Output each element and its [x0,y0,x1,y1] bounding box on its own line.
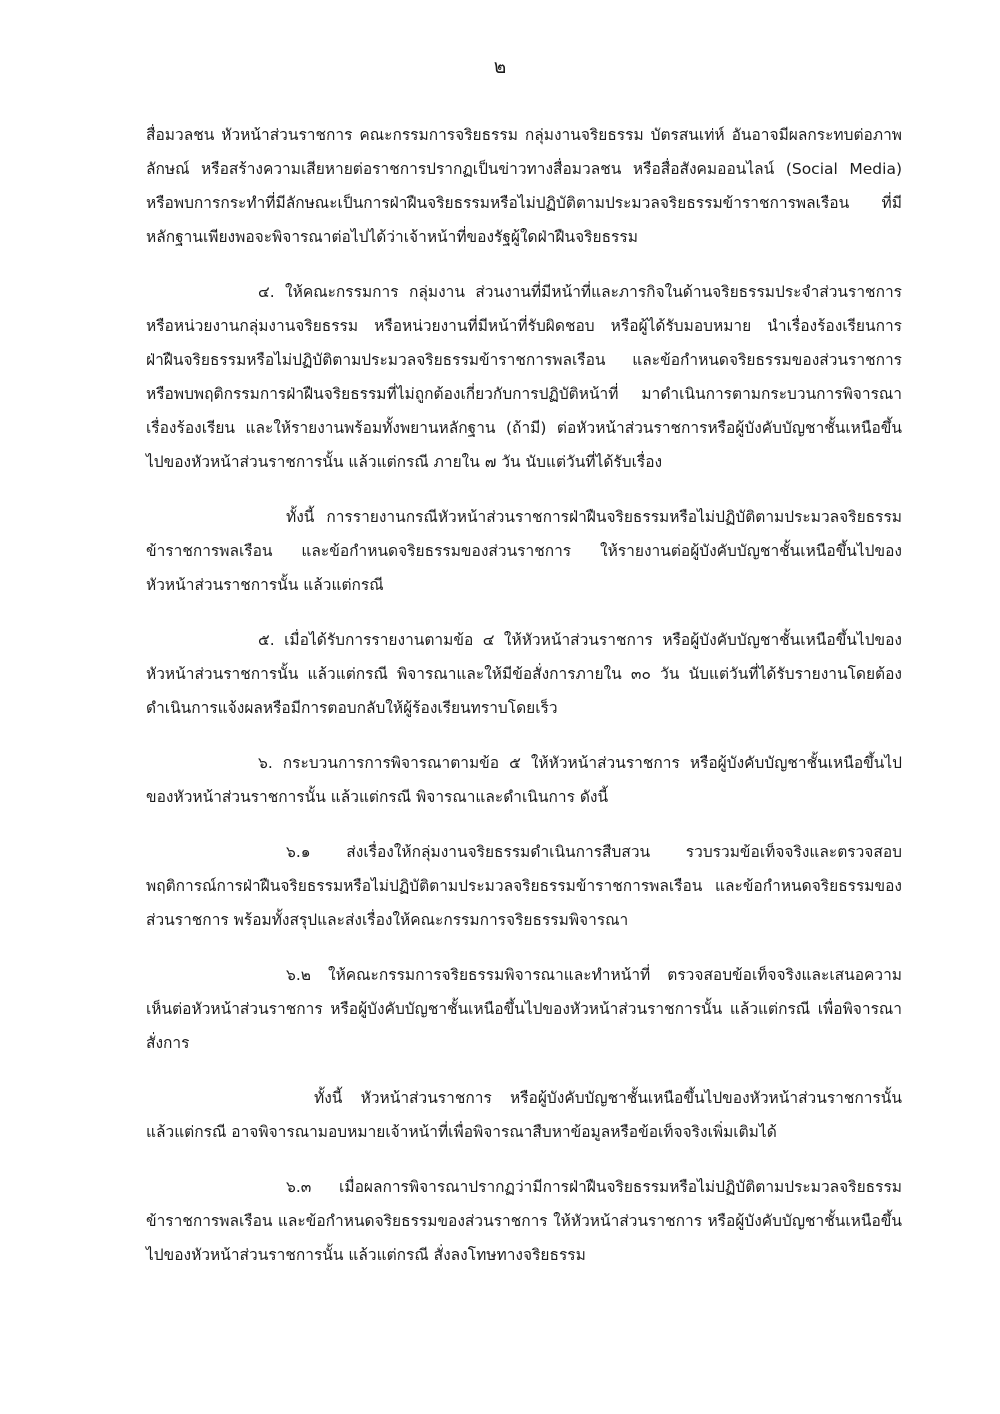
document-body [146,118,902,1293]
paragraph-clause-6-2-note: ทั้งนี้ หัวหน้าส่วนราชการ หรือผู้บังคับบัญชาชั้นเหนือขึ้นไปของหัวหน้าส่วนราชการนั้น แล้วแต่กรณี อาจพิจารณามอบหมายเจ้าหน้าที่เพื่อพิจารณาสืบหาข้อมูลหรือข้อเท็จจริงเพิ่มเติมได้ [146,1089,902,1141]
paragraph-clause-6: ๖. กระบวนการการพิจารณาตามข้อ ๕ ให้หัวหน้าส่วนราชการ หรือผู้บังคับบัญชาชั้นเหนือขึ้นไปของหัวหน้าส่วนราชการนั้น แล้วแต่กรณี พิจารณาและดำเนินการ ดังนี้ [146,754,902,806]
paragraph-clause-6-3: ๖.๓ เมื่อผลการพิจารณาปรากฏว่ามีการฝ่าฝืนจริยธรรมหรือไม่ปฏิบัติตามประมวลจริยธรรมข้าราชการพลเรือน และข้อกำหนดจริยธรรมของส่วนราชการ ให้หัวหน้าส่วนราชการ หรือผู้บังคับบัญชาชั้นเหนือขึ้นไปของหัวหน้าส่วนราชการนั้น แล้วแต่กรณี สั่งลงโทษทางจริยธรรม [146,1178,902,1264]
paragraph-clause-5: ๕. เมื่อได้รับการรายงานตามข้อ ๔ ให้หัวหน้าส่วนราชการ หรือผู้บังคับบัญชาชั้นเหนือขึ้นไปของหัวหน้าส่วนราชการนั้น แล้วแต่กรณี พิจารณาและให้มีข้อสั่งการภายใน ๓๐ วัน นับแต่วันที่ได้รับรายงานโดยต้องดำเนินการแจ้งผลหรือมีการตอบกลับให้ผู้ร้องเรียนทราบโดยเร็ว [146,631,902,717]
page-number: ๒ [493,56,507,78]
paragraph-clause-6-1: ๖.๑ ส่งเรื่องให้กลุ่มงานจริยธรรมดำเนินการสืบสวน รวบรวมข้อเท็จจริงและตรวจสอบพฤติการณ์การฝ่าฝืนจริยธรรมหรือไม่ปฏิบัติตามประมวลจริยธรรมข้าราชการพลเรือน และข้อกำหนดจริยธรรมของส่วนราชการ พร้อมทั้งสรุปและส่งเรื่องให้คณะกรรมการจริยธรรมพิจารณา [146,843,902,929]
paragraph-continued-intro: สื่อมวลชน หัวหน้าส่วนราชการ คณะกรรมการจริยธรรม กลุ่มงานจริยธรรม บัตรสนเท่ห์ อันอาจมีผลกระทบต่อภาพลักษณ์ หรือสร้างความเสียหายต่อราชการปรากฏเป็นข่าวทางสื่อมวลชน หรือสื่อสังคมออนไลน์ (Social Media) หรือพบการกระทำที่มีลักษณะเป็นการฝ่าฝืนจริยธรรมหรือไม่ปฏิบัติตามประมวลจริยธรรมข้าราชการพลเรือน ที่มีหลักฐานเพียงพอจะพิจารณาต่อไปได้ว่าเจ้าหน้าที่ของรัฐผู้ใดฝ่าฝืนจริยธรรม [146,126,902,246]
paragraph-clause-4: ๔. ให้คณะกรรมการ กลุ่มงาน ส่วนงานที่มีหน้าที่และภารกิจในด้านจริยธรรมประจำส่วนราชการหรือหน่วยงานกลุ่มงานจริยธรรม หรือหน่วยงานที่มีหน้าที่รับผิดชอบ หรือผู้ได้รับมอบหมาย นำเรื่องร้องเรียนการฝ่าฝืนจริยธรรมหรือไม่ปฏิบัติตามประมวลจริยธรรมข้าราชการพลเรือน และข้อกำหนดจริยธรรมของส่วนราชการหรือพบพฤติกรรมการฝ่าฝืนจริยธรรมที่ไม่ถูกต้องเกี่ยวกับการปฏิบัติหน้าที่ มาดำเนินการตามกระบวนการพิจารณาเรื่องร้องเรียน และให้รายงานพร้อมทั้งพยานหลักฐาน (ถ้ามี) ต่อหัวหน้าส่วนราชการหรือผู้บังคับบัญชาชั้นเหนือขึ้นไปของหัวหน้าส่วนราชการนั้น แล้วแต่กรณี ภายใน ๗ วัน นับแต่วันที่ได้รับเรื่อง [146,283,902,471]
paragraph-clause-4-note: ทั้งนี้ การรายงานกรณีหัวหน้าส่วนราชการฝ่าฝืนจริยธรรมหรือไม่ปฏิบัติตามประมวลจริยธรรมข้าราชการพลเรือน และข้อกำหนดจริยธรรมของส่วนราชการ ให้รายงานต่อผู้บังคับบัญชาชั้นเหนือขึ้นไปของหัวหน้าส่วนราชการนั้น แล้วแต่กรณี [146,508,902,594]
paragraph-clause-6-2: ๖.๒ ให้คณะกรรมการจริยธรรมพิจารณาและทำหน้าที่ ตรวจสอบข้อเท็จจริงและเสนอความเห็นต่อหัวหน้าส่วนราชการ หรือผู้บังคับบัญชาชั้นเหนือขึ้นไปของหัวหน้าส่วนราชการนั้น แล้วแต่กรณี เพื่อพิจารณาสั่งการ [146,966,902,1052]
